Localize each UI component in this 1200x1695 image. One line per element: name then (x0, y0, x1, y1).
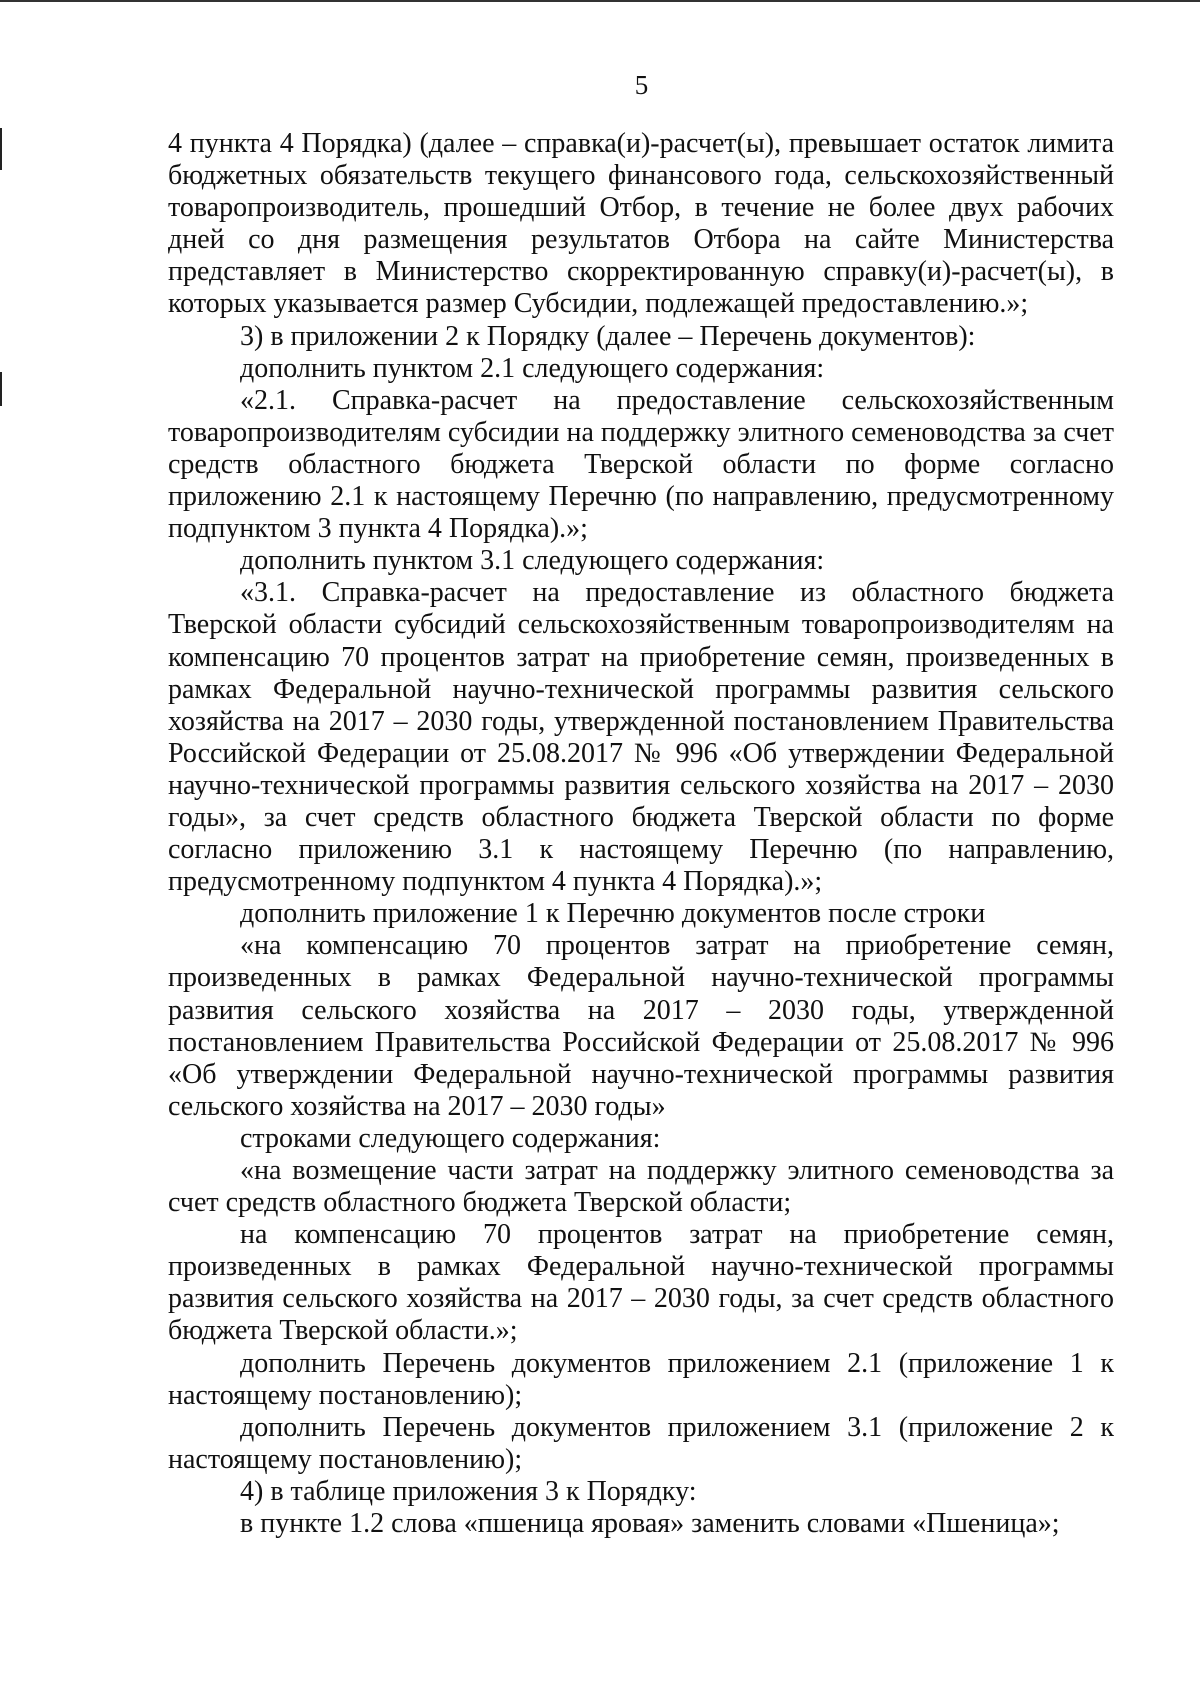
document-body (168, 128, 1114, 1540)
scan-top-edge (0, 0, 1200, 2)
paragraph: «2.1. Справка-расчет на предоставление сельскохозяйственным товаропроизводителям субсидии на поддержку элитного семеноводства за счет средств областного бюджета Тверской области по форме согласно приложению 2.1 к настоящему Перечню (по направлению, предусмотренному подпунктом 3 пункта 4 Порядка).»; (168, 384, 1114, 545)
paragraph: на компенсацию 70 процентов затрат на приобретение семян, произведенных в рамках Федеральной научно-технической программы развития сельского хозяйства на 2017 – 2030 годы, за счет средств областного бюджета Тверской области.»; (168, 1219, 1114, 1347)
scan-edge-mark (0, 372, 2, 406)
paragraph: «на компенсацию 70 процентов затрат на приобретение семян, произведенных в рамках Федеральной научно-технической программы развития сельского хозяйства на 2017 – 2030 годы, утвержденной постановлением Правительства Российской Федерации от 25.08.2017 № 996 «Об утверждении Федеральной научно-технической программы развития сельского хозяйства на 2017 – 2030 годы» (168, 930, 1114, 1122)
scan-edge-mark (0, 128, 2, 170)
paragraph: дополнить Перечень документов приложением 2.1 (приложение 1 к настоящему постановлению); (168, 1347, 1114, 1411)
paragraph: 4) в таблице приложения 3 к Порядку: (240, 1475, 697, 1507)
paragraph: 3) в приложении 2 к Порядку (далее – Перечень документов): (240, 320, 976, 352)
paragraph: дополнить пунктом 2.1 следующего содержания: (240, 352, 825, 384)
paragraph: дополнить пунктом 3.1 следующего содержания: (240, 545, 825, 577)
paragraph: «на возмещение части затрат на поддержку элитного семеноводства за счет средств областного бюджета Тверской области; (168, 1155, 1114, 1219)
paragraph: «3.1. Справка-расчет на предоставление из областного бюджета Тверской области субсидий сельскохозяйственным товаропроизводителям на компенсацию 70 процентов затрат на приобретение семян, произведенных в рамках Федеральной научно-технической программы развития сельского хозяйства на 2017 – 2030 годы, утвержденной постановлением Правительства Российской Федерации от 25.08.2017 № 996 «Об утверждении Федеральной научно-технической программы развития сельского хозяйства на 2017 – 2030 годы», за счет средств областного бюджета Тверской области по форме согласно приложению 3.1 к настоящему Перечню (по направлению, предусмотренному подпунктом 4 пункта 4 Порядка).»; (168, 577, 1114, 898)
page-number: 5 (634, 70, 649, 100)
paragraph: дополнить Перечень документов приложением 3.1 (приложение 2 к настоящему постановлению); (168, 1411, 1114, 1475)
paragraph: в пункте 1.2 слова «пшеница яровая» заменить словами «Пшеница»; (240, 1508, 1060, 1540)
paragraph: дополнить приложение 1 к Перечню документов после строки (240, 898, 986, 930)
paragraph: 4 пункта 4 Порядка) (далее – справка(и)-расчет(ы), превышает остаток лимита бюджетных обязательств текущего финансового года, сельскохозяйственный товаропроизводитель, прошедший Отбор, в течение не более двух рабочих дней со дня размещения результатов Отбора на сайте Министерства представляет в Министерство скорректированную справку(и)-расчет(ы), в которых указывается размер Субсидии, подлежащей предоставлению.»; (168, 128, 1114, 320)
paragraph: строками следующего содержания: (240, 1122, 661, 1154)
